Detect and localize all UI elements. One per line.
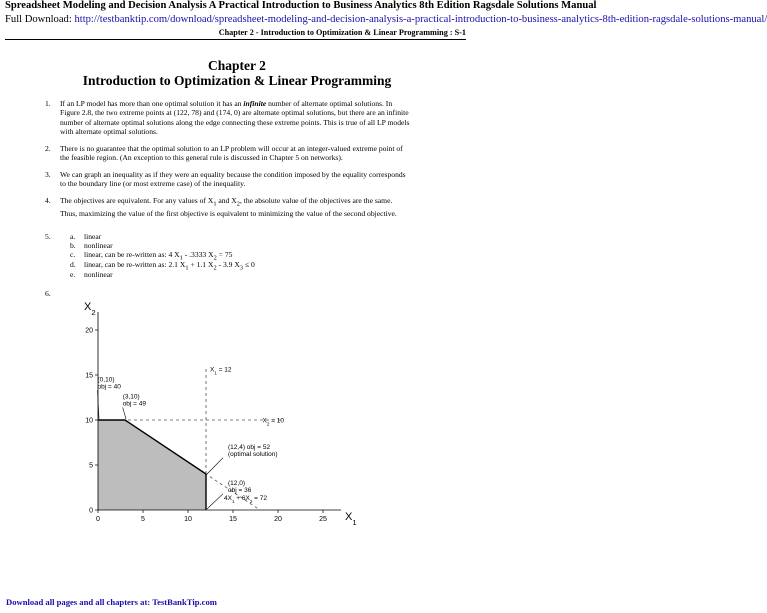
y-tick-label: 15	[85, 372, 93, 380]
answer-4	[45, 196, 410, 218]
sub-text: = 75	[216, 250, 233, 259]
subscript: 1	[213, 200, 217, 208]
x-tick-label: 0	[96, 516, 100, 523]
point-leader-line	[207, 494, 223, 509]
sub-text: linear	[84, 232, 102, 241]
y-tick-label: 0	[89, 507, 93, 515]
subscript: 1	[185, 264, 189, 272]
sub-text: ≤ 0	[243, 260, 255, 269]
lp-graph	[0, 295, 474, 595]
download-link[interactable]: http://testbanktip.com/download/spreadsheet-modeling-and-decision-analysis-a-practical-introduction-to-business-analytics-8th-edition-ragsdale-solutions-manual/	[74, 14, 767, 25]
point-label: (0,10)	[97, 376, 115, 384]
answer-number: 4.	[45, 196, 51, 205]
answer-text: The objectives are equivalent. For any values of X	[60, 196, 214, 205]
constraint-label-combined: $4X_1 + 6X_2 = 72$	[224, 495, 268, 504]
chapter-number: Chapter 2	[208, 58, 266, 73]
x-tick-label: 15	[229, 516, 237, 523]
download-line	[5, 14, 767, 25]
sub-letter: b.	[70, 241, 76, 250]
sub-letter: e.	[70, 270, 76, 279]
y-tick-label: 10	[85, 417, 93, 425]
answer-number: 5.	[45, 232, 51, 241]
download-label: Full Download:	[5, 14, 75, 25]
header-divider	[5, 39, 466, 40]
y-tick-label: 5	[89, 462, 93, 470]
answer-number: 6.	[45, 289, 51, 298]
point-label: (3,10)	[122, 393, 140, 401]
point-leader-line	[123, 407, 126, 419]
emphasis-text: infinite	[243, 99, 267, 108]
sub-text: linear, can be re-written as: 4 X	[84, 250, 180, 259]
sub-letter: d.	[70, 260, 76, 269]
feasible-region	[98, 420, 206, 510]
answer-number: 1.	[45, 99, 51, 108]
answer-1	[45, 99, 410, 137]
page-reference: Chapter 2 - Introduction to Optimization & Linear Programming : S-1	[218, 28, 466, 37]
answer-text: If an LP model has more than one optimal solution it has an	[60, 99, 244, 108]
subscript: 1	[179, 254, 183, 262]
sub-text: nonlinear	[84, 270, 113, 279]
subscript: 2	[236, 200, 240, 208]
x-axis-label: $X_1$	[345, 511, 357, 527]
sub-letter: c.	[70, 250, 76, 259]
y-tick-label: 20	[85, 327, 93, 335]
y-axis-label: $X_2$	[84, 301, 96, 317]
point-label: (12,0)	[228, 479, 245, 487]
point-label: (12,4) obj = 52	[228, 443, 271, 451]
x-tick-label: 20	[274, 516, 282, 523]
answer-5b	[70, 241, 400, 250]
constraint-label-x1: $X_1 = 12$	[210, 366, 232, 375]
sub-text: nonlinear	[84, 241, 113, 250]
point-label: obj = 49	[122, 400, 147, 408]
answer-5a	[70, 232, 400, 241]
download-footer-link[interactable]: Download all pages and all chapters at: TestBankTip.com	[6, 597, 217, 607]
sub-text: linear, can be re-written as: 2.1 X	[84, 260, 186, 269]
sub-text: - .3333 X	[182, 250, 214, 259]
answer-text: number of alternate optimal solutions. In Figure 2.8, the two extreme points at (122, 78) and (174, 0) are alternate optimal solutions, but there are an infinite number of alternate optimal solutions along the edge connecting these extreme points. This is true of all LP models with alternate optimal solutions.	[60, 99, 410, 137]
x-tick-label: 10	[184, 516, 192, 523]
sub-text: + 1.1 X	[188, 260, 214, 269]
x-tick-label: 5	[141, 516, 145, 523]
point-leader-line	[207, 458, 223, 474]
point-label: obj = 40	[97, 383, 121, 391]
point-label: obj = 36	[228, 486, 252, 494]
subscript: 2	[213, 254, 217, 262]
answer-text: and X	[216, 196, 237, 205]
chapter-title: Introduction to Optimization & Linear Programming	[82, 73, 392, 88]
answer-text: We can graph an inequality as if they were an equality because the condition imposed by the equality corresponds to the boundary line (or most extreme case) of the inequality.	[60, 170, 406, 189]
sub-text: - 3.9 X	[216, 260, 240, 269]
answer-text: , the absolute value of the objectives are the same. Thus, maximizing the value of the first objective is equivalent to minimizing the value of the second objective.	[60, 196, 397, 218]
constraint-label-x2: $X_2 = 10$	[262, 417, 285, 426]
answer-text: There is no guarantee that the optimal solution to an LP problem will occur at an integer-valued extreme point of the feasible region. (An exception to this general rule is discussed in Chapter 5 on networks).	[60, 144, 403, 163]
subscript: 2	[213, 264, 217, 272]
point-label: (optimal solution)	[228, 450, 278, 458]
answer-number: 3.	[45, 170, 51, 179]
answer-3	[45, 170, 410, 189]
sub-letter: a.	[70, 232, 76, 241]
subscript: 3	[239, 264, 244, 272]
answer-5e	[70, 270, 400, 279]
answer-2	[45, 144, 410, 163]
x-tick-label: 25	[319, 516, 327, 523]
answer-number: 2.	[45, 144, 51, 153]
document-title: Spreadsheet Modeling and Decision Analysis A Practical Introduction to Business Analytics 8th Edition Ragsdale Solutions Manual	[5, 0, 597, 11]
